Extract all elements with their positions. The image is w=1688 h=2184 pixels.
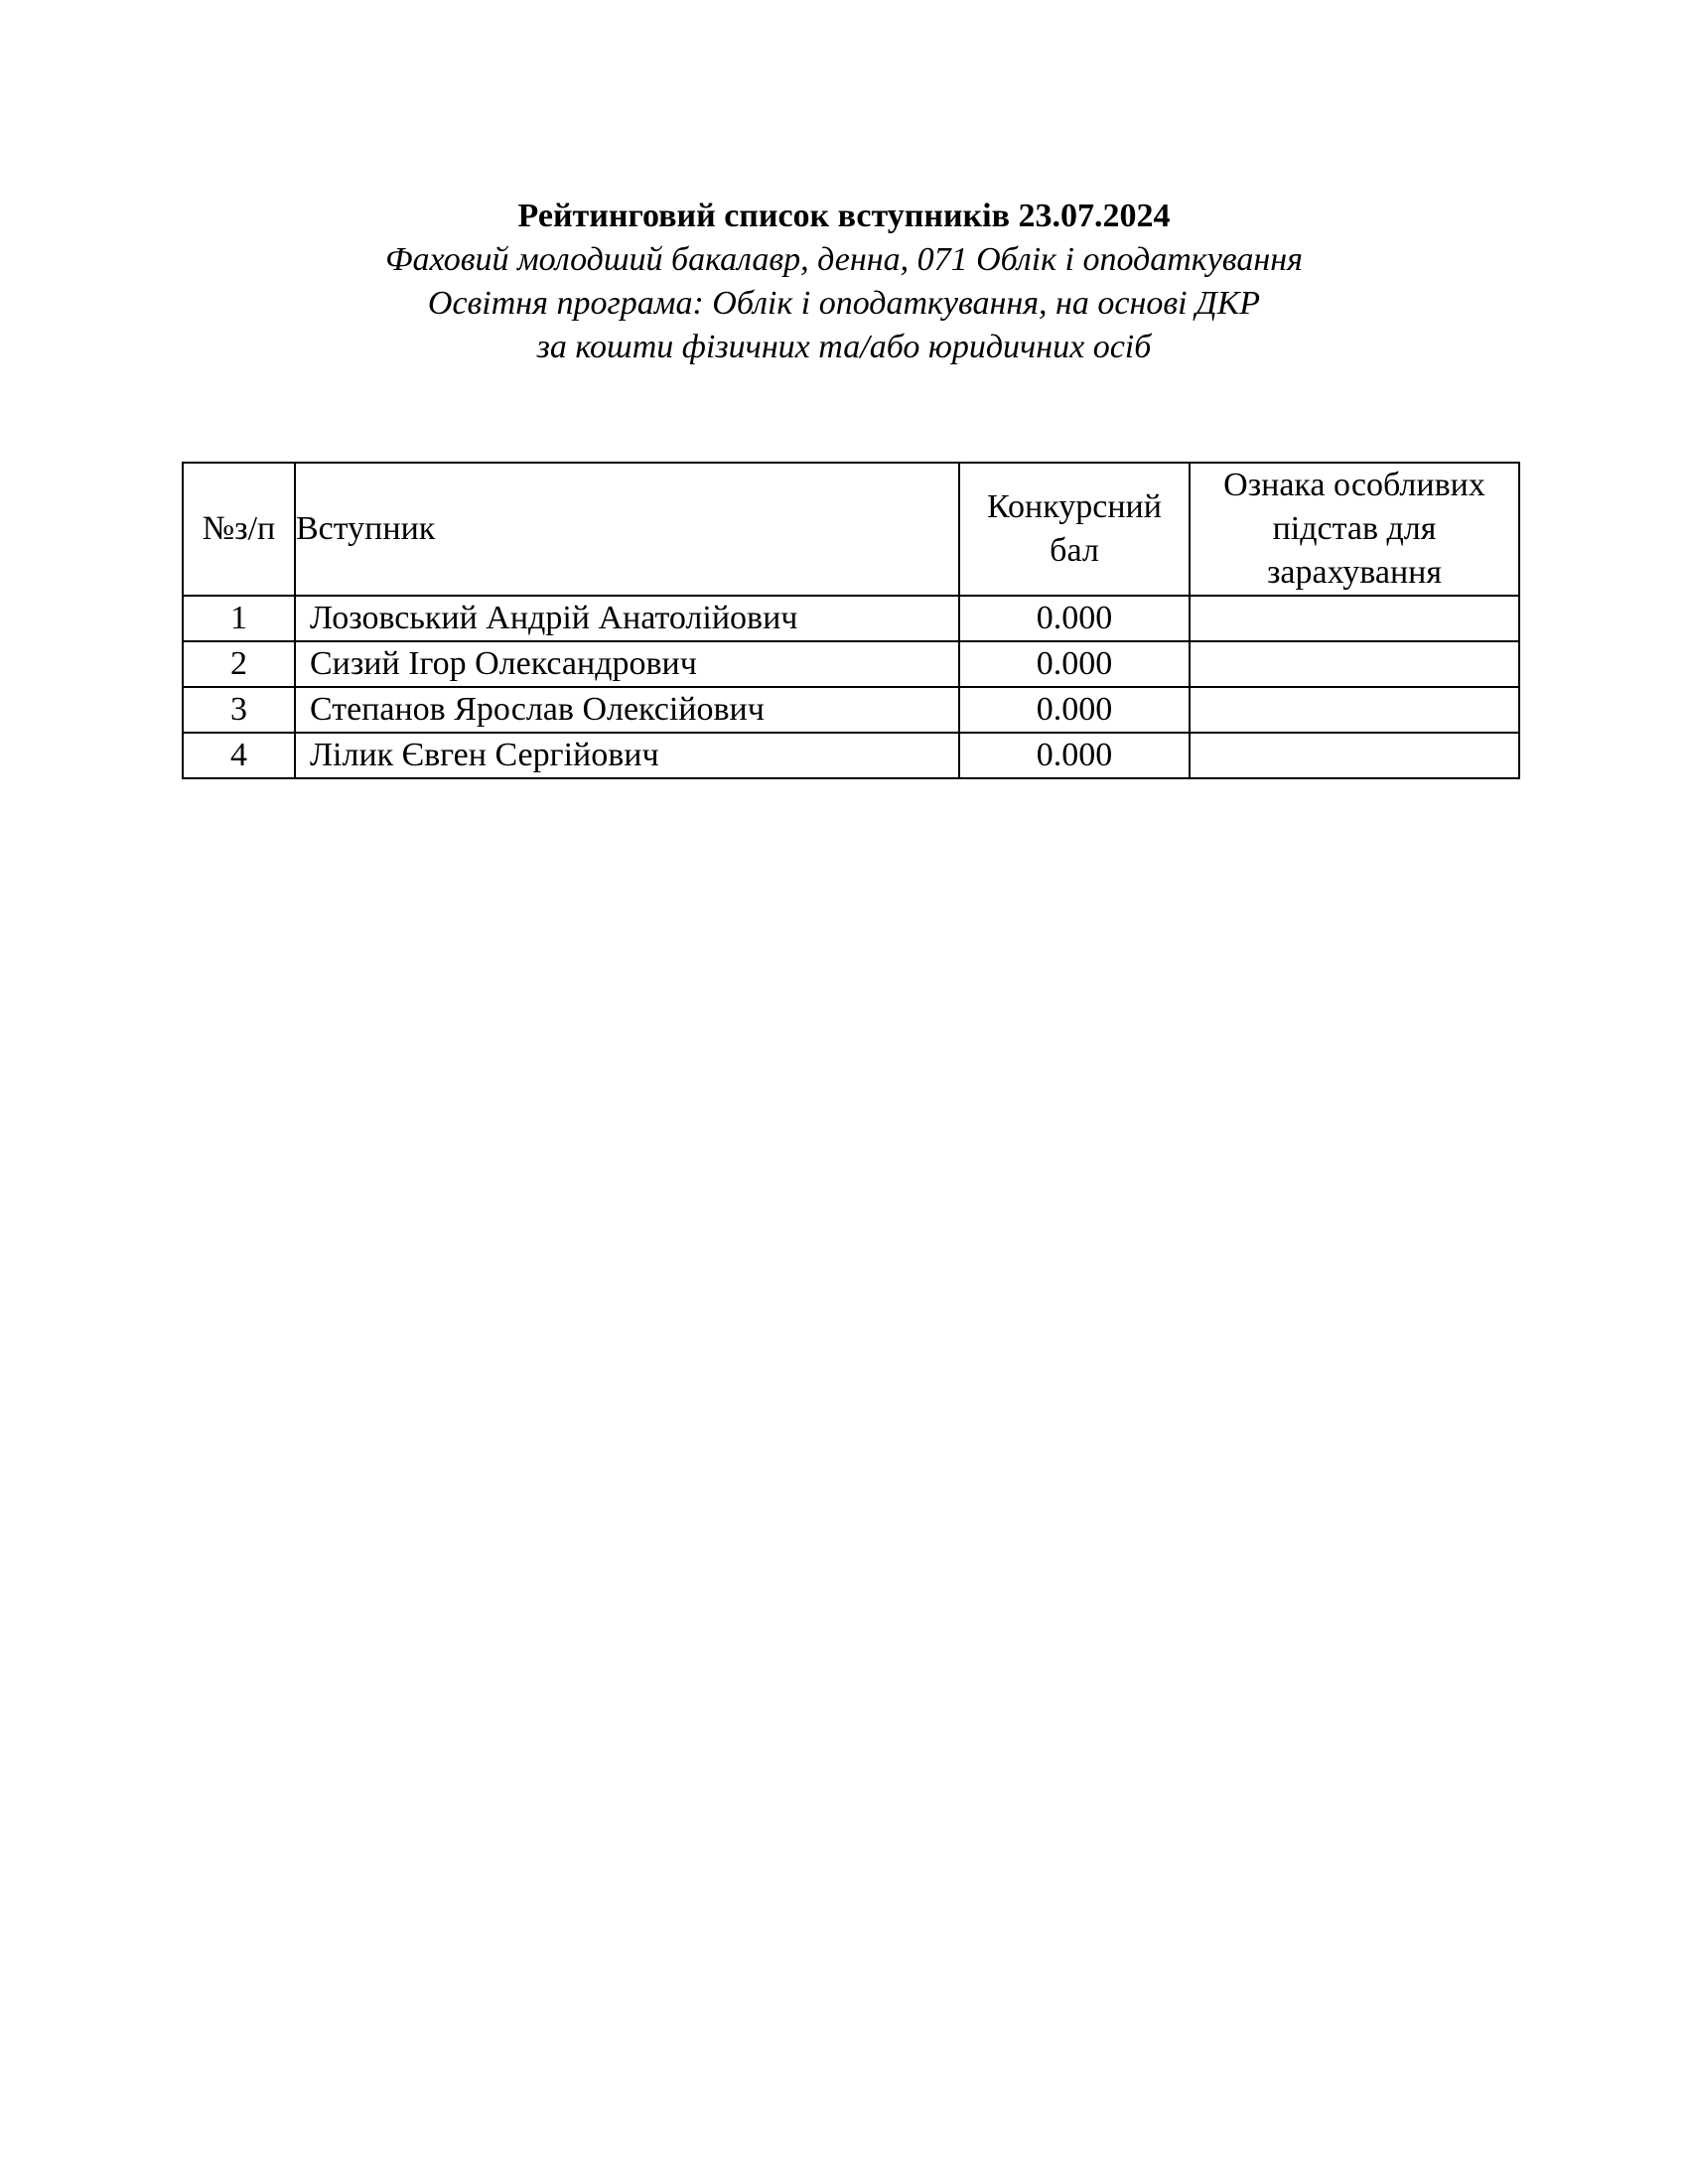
row-score: 0.000 (959, 687, 1190, 733)
row-number: 3 (183, 687, 295, 733)
ranking-table-container (182, 462, 1520, 779)
document-heading (0, 195, 1688, 369)
row-special-grounds (1190, 687, 1519, 733)
subtitle-line: за кошти фізичних та/або юридичних осіб (536, 329, 1152, 365)
row-applicant-name: Лозовський Андрій Анатолійович (295, 596, 959, 641)
row-number: 2 (183, 641, 295, 687)
row-applicant-name: Лілик Євген Сергійович (295, 733, 959, 778)
header-score-line: бал (1050, 532, 1099, 569)
row-score: 0.000 (959, 733, 1190, 778)
row-score: 0.000 (959, 641, 1190, 687)
row-special-grounds (1190, 641, 1519, 687)
document-title: Рейтинговий список вступників 23.07.2024 (517, 198, 1171, 234)
row-score: 0.000 (959, 596, 1190, 641)
subtitle-line: Освітня програма: Облік і оподаткування, на основі ДКР (427, 285, 1261, 322)
header-note-line: підстав для (1272, 510, 1437, 547)
row-special-grounds (1190, 733, 1519, 778)
header-special-grounds (1190, 463, 1519, 596)
header-note-line: Ознака особливих (1223, 467, 1485, 503)
table-row (183, 641, 1519, 687)
header-note-line: зарахування (1266, 554, 1443, 591)
row-number: 1 (183, 596, 295, 641)
header-score-line: Конкурсний (987, 488, 1162, 525)
table-row (183, 733, 1519, 778)
row-applicant-name: Степанов Ярослав Олексійович (295, 687, 959, 733)
table-row (183, 596, 1519, 641)
subtitle-line: Фаховий молодший бакалавр, денна, 071 Облік і оподаткування (385, 241, 1303, 278)
row-applicant-name: Сизий Ігор Олександрович (295, 641, 959, 687)
row-special-grounds (1190, 596, 1519, 641)
table-header-row (183, 463, 1519, 596)
ranking-table (182, 462, 1520, 779)
table-row (183, 687, 1519, 733)
row-number: 4 (183, 733, 295, 778)
header-number: №з/п (183, 463, 295, 596)
header-score (959, 463, 1190, 596)
header-applicant: Вступник (295, 463, 959, 596)
